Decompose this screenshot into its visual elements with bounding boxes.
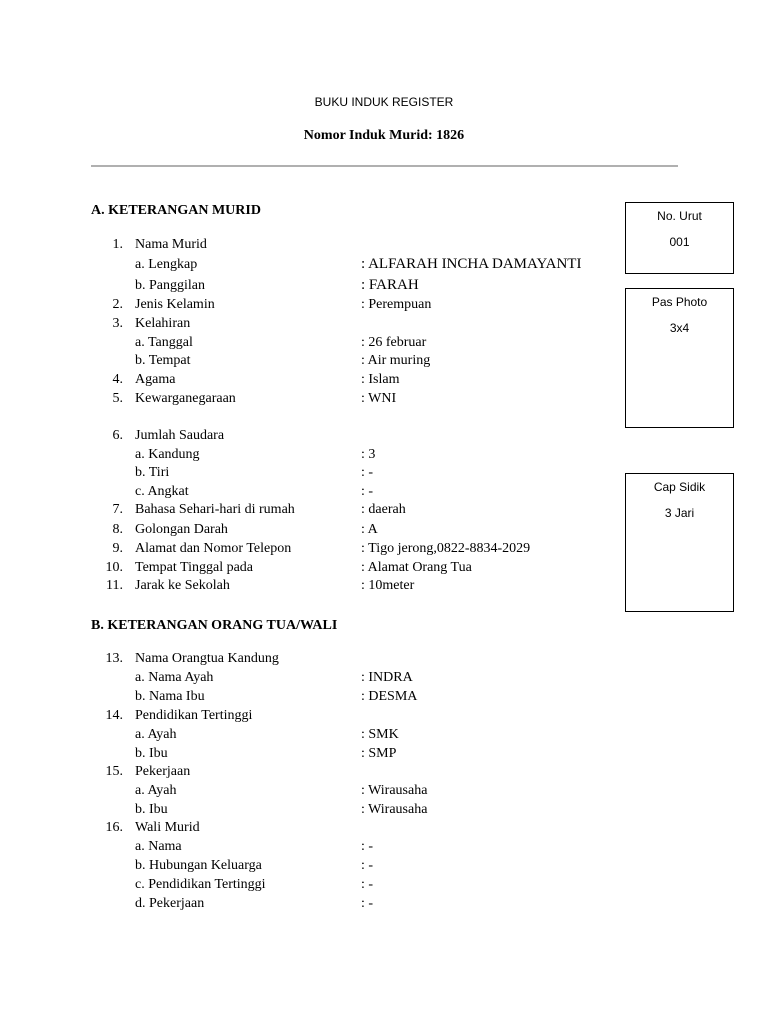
field-number: 15. [105,764,123,779]
pas-photo-box [625,288,734,428]
field-number: 14. [105,708,123,723]
field-row [0,482,620,501]
field-label: Kewarganegaraan [135,391,236,406]
field-label: Nama Murid [135,237,207,252]
field-value: : DESMA [361,689,418,704]
document-title: BUKU INDUK REGISTER [314,95,454,109]
field-number: 10. [105,560,123,575]
field-label: Jumlah Saudara [135,428,225,443]
field-value: : Wirausaha [361,802,428,817]
field-label: a. Ayah [135,727,177,742]
field-label: Pekerjaan [135,764,191,779]
field-label: Jarak ke Sekolah [135,578,230,593]
field-row [0,558,620,577]
cap-sidik-box [625,473,734,612]
field-number: 2. [112,297,123,312]
field-value: : daerah [361,502,406,517]
field-row [0,255,620,274]
field-value: : WNI [361,391,397,406]
field-row [0,837,620,856]
field-label: a. Nama [135,839,182,854]
field-number: 9. [112,541,123,556]
field-row [0,725,620,744]
field-row [0,781,620,800]
field-label: Agama [135,372,176,387]
field-value: : Air muring [361,353,431,368]
field-label: a. Kandung [135,447,200,462]
field-row [0,463,620,482]
no-urut-value: 001 [669,235,690,249]
field-label: b. Ibu [135,802,168,817]
field-row [0,520,620,539]
field-value: : FARAH [361,277,419,293]
field-row [0,295,620,314]
field-label: Alamat dan Nomor Telepon [135,541,292,556]
field-value: : 26 februar [361,335,427,350]
field-number: 7. [112,502,123,517]
field-value: : A [361,522,378,537]
field-value: : - [361,465,374,480]
field-row [0,762,620,781]
field-value: : - [361,839,374,854]
horizontal-divider [91,165,678,167]
field-label: c. Pendidikan Tertinggi [135,877,266,892]
field-label: a. Nama Ayah [135,670,214,685]
field-label: a. Tanggal [135,335,193,350]
cap-sidik-value: 3 Jari [664,506,695,520]
field-label: Wali Murid [135,820,200,835]
field-row [0,445,620,464]
field-value: : Perempuan [361,297,432,312]
field-row [0,649,620,668]
no-urut-label: No. Urut [657,209,702,223]
field-value: : - [361,896,374,911]
field-row [0,687,620,706]
field-row [0,875,620,894]
field-row [0,539,620,558]
field-label: a. Ayah [135,783,177,798]
field-value: : 3 [361,447,376,462]
field-value: : - [361,877,374,892]
field-number: 6. [112,428,123,443]
field-row [0,389,620,408]
field-row [0,800,620,819]
pas-photo-size: 3x4 [669,321,690,335]
field-label: Pendidikan Tertinggi [135,708,253,723]
field-number: 3. [112,316,123,331]
field-value: : INDRA [361,670,413,685]
pas-photo-label: Pas Photo [651,295,708,309]
cap-sidik-label: Cap Sidik [653,480,706,494]
field-value: : SMP [361,746,397,761]
field-value: : Islam [361,372,400,387]
field-value: : Alamat Orang Tua [361,560,472,575]
field-row [0,426,620,445]
field-row [0,333,620,352]
field-number: 11. [106,578,123,593]
field-label: Jenis Kelamin [135,297,215,312]
field-row [0,744,620,763]
field-row [0,856,620,875]
field-row [0,370,620,389]
field-label: d. Pekerjaan [135,896,205,911]
field-label: Golongan Darah [135,522,228,537]
field-row [0,576,620,595]
field-number: 5. [112,391,123,406]
field-value: : SMK [361,727,399,742]
field-number: 4. [112,372,123,387]
field-row [0,235,620,254]
field-row [0,500,620,519]
field-row [0,818,620,837]
section-a-heading: A. KETERANGAN MURID [91,203,261,218]
field-label: Kelahiran [135,316,191,331]
field-label: c. Angkat [135,484,189,499]
field-label: b. Tempat [135,353,191,368]
field-row [0,276,620,295]
field-label: Tempat Tinggal pada [135,560,254,575]
field-row [0,668,620,687]
field-number: 8. [112,522,123,537]
field-row [0,706,620,725]
document-subtitle: Nomor Induk Murid: 1826 [303,128,465,143]
field-label: a. Lengkap [135,257,198,272]
field-row [0,351,620,370]
field-number: 16. [105,820,123,835]
field-label: b. Panggilan [135,278,205,293]
field-label: b. Hubungan Keluarga [135,858,262,873]
field-label: Bahasa Sehari-hari di rumah [135,502,295,517]
field-label: b. Tiri [135,465,170,480]
field-number: 13. [105,651,123,666]
field-label: Nama Orangtua Kandung [135,651,279,666]
field-row [0,894,620,913]
field-number: 1. [112,237,123,252]
field-value: : Wirausaha [361,783,428,798]
section-b-heading: B. KETERANGAN ORANG TUA/WALI [91,618,338,633]
field-value: : - [361,858,374,873]
field-value: : - [361,484,374,499]
no-urut-box [625,202,734,274]
field-label: b. Ibu [135,746,168,761]
field-row [0,314,620,333]
field-value: : 10meter [361,578,415,593]
field-label: b. Nama Ibu [135,689,205,704]
field-value: : Tigo jerong,0822-8834-2029 [361,541,531,556]
field-value: : ALFARAH INCHA DAMAYANTI [361,256,582,272]
